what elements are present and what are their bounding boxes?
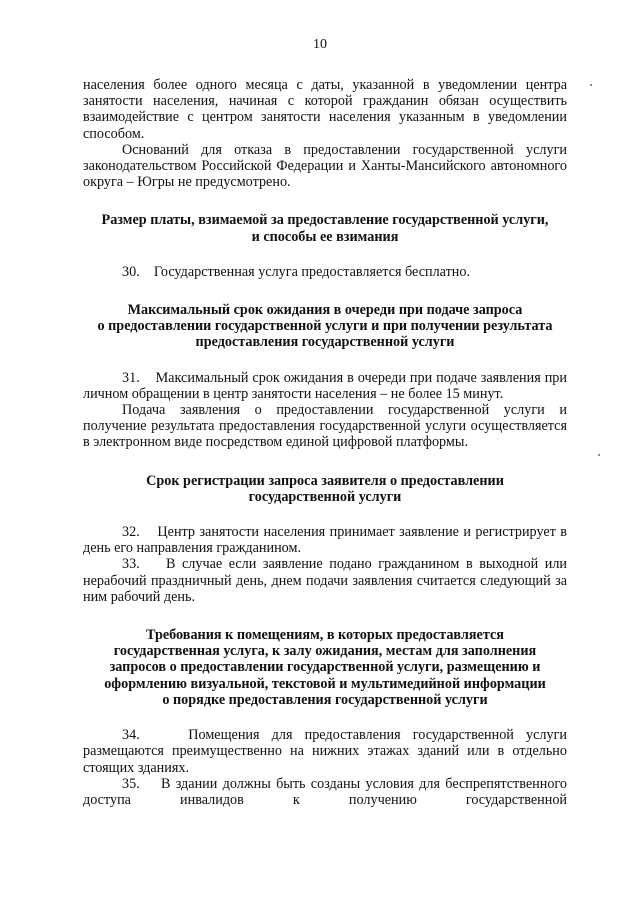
heading-fee [83,212,567,244]
paragraph-continuation: населения более одного месяца с даты, указанной в уведомлении центра занятости населения, начиная с которой гражданин обязан осуществить взаимодействие с центром занятости населения указанным в уведомлении способом. [83,77,567,142]
heading-registration-line-1: Срок регистрации запроса заявителя о предоставлении [146,472,504,489]
heading-queue-line-3: предоставления государственной услуги [195,334,455,351]
paragraph-30: 30. Государственная услуга предоставляется бесплатно. [122,263,471,280]
document-body [83,77,571,808]
paragraph-no-grounds: Оснований для отказа в предоставлении государственной услуги законодательством Российской Федерации и Ханты-Мансийского автономного округа – Югры не предусмотрено. [83,141,567,191]
scan-speck [598,454,600,456]
paragraph-32: 32. Центр занятости населения принимает заявление и регистрирует в день его направления гражданином. [83,524,571,557]
heading-queue-line-2: о предоставлении государственной услуги и при получении результата [97,318,553,335]
heading-queue-line-1: Максимальный срок ожидания в очереди при подаче запроса [127,302,523,319]
paragraph-33: 33. В случае если заявление подано гражданином в выходной или нерабочий праздничный день, днем подачи заявления считается следующий за ним рабочий день. [83,556,571,605]
heading-fee-line-2: и способы ее взимания [251,228,399,245]
paragraph-31: 31. Максимальный срок ожидания в очереди при подаче заявления при личном обращении в центр занятости населения – не более 15 минут. [83,369,571,402]
page-number: 10 [313,37,327,52]
heading-premises-line-3: запросов о предоставлении государственной услуги, размещению и [109,659,541,676]
heading-premises [83,627,567,708]
scan-speck [590,84,592,86]
paragraph-31-submission: Подача заявления о предоставлении государственной услуги и получение результата предоставления государственной услуги осуществляется в электронном виде посредством единой цифровой платформы. [83,402,567,451]
heading-registration-line-2: государственной услуги [248,488,402,505]
heading-premises-line-4: оформлению визуальной, текстовой и мультимедийной информации [104,675,546,692]
heading-fee-line-1: Размер платы, взимаемой за предоставление государственной услуги, [101,212,549,229]
paragraph-34: 34. Помещения для предоставления государственной услуги размещаются преимущественно на нижних этажах зданий или в отдельно стоящих зданиях. [83,727,571,776]
heading-premises-line-5: о порядке предоставления государственной услуги [162,691,488,708]
heading-premises-line-1: Требования к помещениям, в которых предоставляется [146,627,504,644]
heading-queue [83,302,567,351]
heading-registration [83,473,567,505]
paragraph-35: 35. В здании должны быть созданы условия для беспрепятственного доступа инвалидов к получению государственной [83,775,571,808]
heading-premises-line-2: государственная услуга, к залу ожидания, местам для заполнения [113,643,537,660]
